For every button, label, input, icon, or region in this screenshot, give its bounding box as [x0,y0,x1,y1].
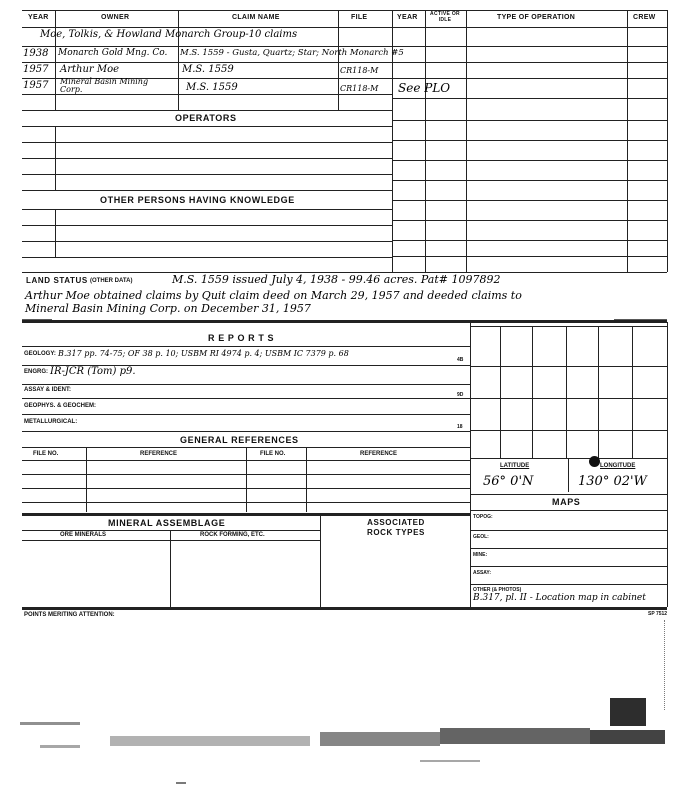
longitude-value: 130° 02'W [578,474,647,489]
rock-forming-label: ROCK FORMING, ETC. [200,532,265,538]
owner-row-3-file: CR118-M [340,66,379,75]
col-file-no: FILE NO. [33,451,59,457]
ore-minerals-label: ORE MINERALS [60,532,107,538]
maps-mine: MINE: [473,552,488,558]
maps-title: MAPS [552,497,581,507]
engrg-label: ENGRG: [24,369,48,375]
geology-num: 4B [457,357,464,363]
col-reference: REFERENCE [140,451,178,457]
assay-label: ASSAY & IDENT: [24,387,72,393]
col-file-no-2: FILE NO. [260,451,286,457]
latitude-label: LATITUDE [500,463,530,469]
owner-row-4-owner: Mineral Basin Mining Corp. [60,77,149,94]
other-persons-title: OTHER PERSONS HAVING KNOWLEDGE [100,195,295,205]
maps-assay: ASSAY: [473,570,492,576]
hole-punch-icon [589,456,600,467]
land-status-line3: Mineral Basin Mining Corp. on December 31, 1957 [25,302,311,315]
col-reference-2: REFERENCE [360,451,398,457]
operators-title: OPERATORS [175,113,237,123]
maps-other: OTHER (& PHOTOS) [473,587,522,593]
owner-row-3-owner: Arthur Moe [60,64,120,75]
maps-topog: TOPOG: [473,514,493,520]
header-crew: CREW [633,14,656,21]
owner-row-2-owner: Monarch Gold Mng. Co. [58,48,168,58]
associated-rock-types: ASSOCIATED ROCK TYPES [366,518,425,537]
mineral-assemblage-title: MINERAL ASSEMBLAGE [108,518,226,528]
reports-title: R E P O R T S [208,333,275,343]
maps-other-text: B.317, pl. II - Location map in cabinet [473,593,646,603]
land-status-sub: (OTHER DATA) [90,278,133,284]
longitude-label: LONGITUDE [600,463,636,469]
maps-geol: GEOL: [473,534,489,540]
geology-label: GEOLOGY: [24,351,56,357]
owner-row-4-file: CR118-M [340,84,379,93]
geology-text: B.317 pp. 74-75; OF 38 p. 10; USBM RI 4974 p. 4; USBM IC 7379 p. 68 [58,349,349,358]
operation-entry: See PLO [398,81,451,95]
owner-row-2-claim: M.S. 1559 - Gusta, Quartz; Star; North Monarch #5 [180,48,404,58]
form-number: SP 7512 [648,611,668,617]
header-year-2: YEAR [397,14,418,21]
metallurgical-label: METALLURGICAL: [24,419,78,425]
owner-row-1-owner: Moe, Tolkis, & Howland Monarch Group-10 claims [40,29,298,40]
owner-row-2-year: 1938 [23,48,49,59]
owner-row-4-claim: M.S. 1559 [186,82,238,93]
header-active-idle: ACTIVE OR IDLE [430,11,460,23]
owner-row-4-year: 1957 [23,80,49,91]
land-status-label: LAND STATUS [26,276,88,285]
land-status-line2: Arthur Moe obtained claims by Quit claim deed on March 29, 1957 and deeded claims to [25,289,522,302]
header-year: YEAR [28,14,49,21]
engrg-text: IR-JCR (Tom) p9. [50,366,136,377]
points-label: POINTS MERITING ATTENTION: [24,612,115,618]
metallurgical-num: 18 [457,424,463,430]
header-owner: OWNER [101,14,130,21]
geophys-label: GEOPHYS. & GEOCHEM: [24,403,97,409]
general-references-title: GENERAL REFERENCES [180,435,299,445]
owner-row-3-year: 1957 [23,64,49,75]
owner-row-3-claim: M.S. 1559 [182,64,234,75]
latitude-value: 56° 0'N [483,474,534,489]
assay-num: 9D [457,392,464,398]
land-status-line1: M.S. 1559 issued July 4, 1938 - 99.46 acres. Pat# 1097892 [172,273,501,286]
header-type-of-operation: TYPE OF OPERATION [497,14,576,21]
header-claim-name: CLAIM NAME [232,14,280,21]
header-file: FILE [351,14,368,21]
